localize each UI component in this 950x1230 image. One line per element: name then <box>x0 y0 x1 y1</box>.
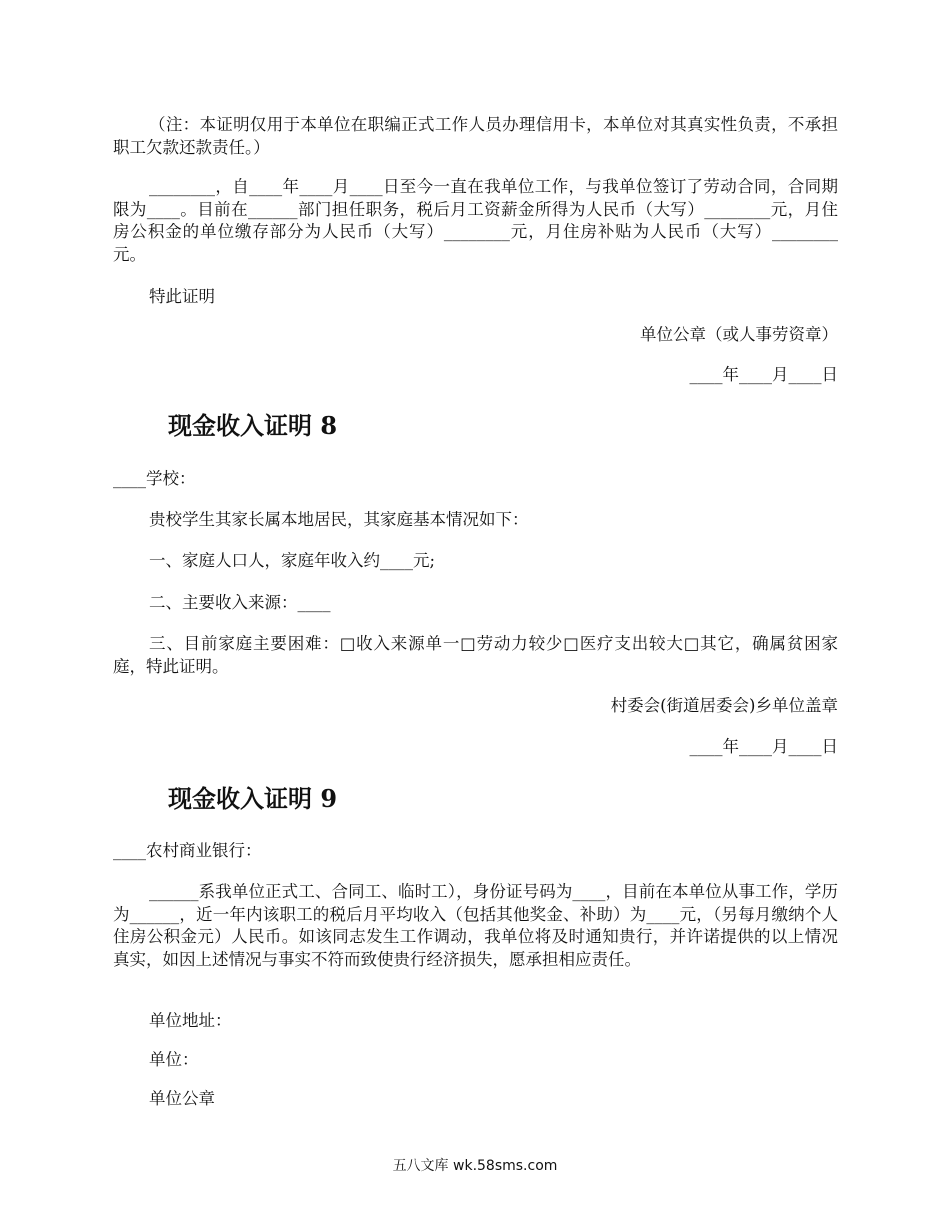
item-income-source: 二、主要收入来源：____ <box>149 593 331 612</box>
item-difficulties: 三、目前家庭主要困难：□收入来源单一□劳动力较少□医疗支出较大□其它，确属贫困家庭，特此证明。 <box>113 634 838 676</box>
seal-line-8: 村委会(街道居委会)乡单位盖章 <box>610 696 838 715</box>
unit-label: 单位： <box>149 1050 199 1069</box>
date-line-8: ____年____月____日 <box>689 737 838 756</box>
addressee-bank: ____农村商业银行： <box>113 841 262 860</box>
bank-paragraph: ______系我单位正式工、合同工、临时工），身份证号码为____，目前在本单位从事工作，学历为______，近一年内该职工的税后月平均收入（包括其他奖金、补助）为____元，（另每月缴纳个人住房公积金元）人民币。如该同志发生工作调动，我单位将及时通知贵行，并许诺提供的以上情况真实，如因上述情况与事实不符而致使贵行经济损失，愿承担相应责任。 <box>113 882 838 969</box>
section-title-9: 现金收入证明 9 <box>168 784 338 813</box>
footer-watermark: 五八文库 wk.58sms.com <box>392 1158 558 1174</box>
intro-paragraph: 贵校学生其家长属本地居民，其家庭基本情况如下： <box>149 510 529 529</box>
note-paragraph: （注：本证明仅用于本单位在职编正式工作人员办理信用卡，本单位对其真实性负责，不承担职工欠款还款责任。） <box>113 115 838 157</box>
unit-seal-label: 单位公章 <box>149 1089 215 1108</box>
item-household: 一、家庭人口人，家庭年收入约____元; <box>149 551 436 570</box>
unit-address-label: 单位地址： <box>149 1011 232 1030</box>
date-line: ____年____月____日 <box>689 365 838 384</box>
employment-paragraph: ________，自____年____月____日至今一直在我单位工作，与我单位签订了劳动合同，合同期限为____。目前在______部门担任职务，税后月工资薪金所得为人民币（大写）________元，月住房公积金的单位缴存部分为人民币（大写）________元，月住房补贴为人民币（大写）________元。 <box>113 177 838 264</box>
seal-line: 单位公章（或人事劳资章） <box>640 325 838 344</box>
addressee-school: ____学校： <box>113 469 196 488</box>
section-title-8: 现金收入证明 8 <box>168 411 338 440</box>
closing-text: 特此证明 <box>149 287 215 306</box>
